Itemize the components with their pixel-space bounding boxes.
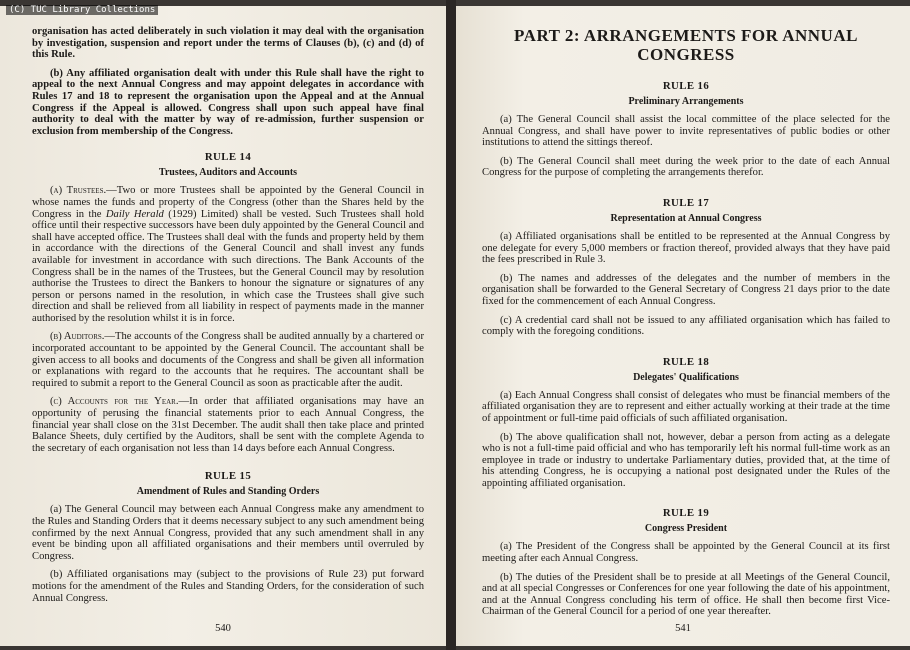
rule14-subheading: Trustees, Auditors and Accounts (158, 167, 298, 179)
right-page (456, 6, 910, 646)
book-gutter (446, 0, 456, 650)
rule14-heading: RULE 14 (204, 151, 252, 164)
rule14-a-text-2: (1929) Limited) shall be vested. Such Trustees shall hold office until their respective successors have been duly appointed by the General Council and shall have accepted office. The Trustees shall deal with the funds and property held by them in accordance with the directions of the General Council and shall invest any funds available for investment in accordance with such directions. The Bank Accounts of the Congress shall be in the names of the Trustees, but the General Council may by resolution authorise the Trustees to direct the Bankers to honour the signature or signatures of any person or persons named in the resolution, in which case the Trustees shall give such direction and shall be relieved from all liability in respect of payments made in the manner authorised by the resolution whilst it is in force. (32, 208, 424, 324)
rule19-clause-a: (a) The President of the Congress shall be appointed by the General Council at its first meeting after each Annual Congress. (482, 541, 890, 565)
rule17-clause-b: (b) The names and addresses of the delegates and the number of members in the organisation shall be forwarded to the General Secretary of Congress 21 days prior to the date fixed for the commencement of each Annual Congress. (482, 272, 890, 307)
rule16-subheading: Preliminary Arrangements (628, 96, 744, 107)
rule14-c-text: —In order that affiliated organisations may have an opportunity of perusing the financial statements prior to each Annual Congress, the financial year shall close on the 31st December. The audit shall then take place and printed Balance Sheets, duly certified by the Auditors, shall be sent with the complete Agenda to the secretary of each organisation not less than 14 days before each Annual Congress. (32, 396, 425, 454)
rule19-subheading: Congress President (644, 523, 728, 535)
rule13-continued-text: organisation has acted deliberately in such violation it may deal with the organisation by investigation, suspension and report under the terms of Clauses (b), (c) and (d) of this Rule. (32, 26, 424, 61)
left-page (0, 6, 446, 646)
rule15-clause-b: (b) Affiliated organisations may (subject to the provisions of Rule 23) put forward motions for the amendment of the Rules and Standing Orders, for the consideration of such Annual Congress. (32, 569, 424, 604)
page-number-right: 541 (675, 623, 691, 634)
rule14-clause-b (32, 331, 424, 389)
rule17-heading: RULE 17 (662, 196, 710, 209)
rule13-clause-b: (b) Any affiliated organisation dealt with under this Rule shall have the right to appeal to the next Annual Congress and may appoint delegates in accordance with Rules 17 and 18 to represent the organisation upon the Appeal and at the Annual Congress if the Appeal is allowed. Congress shall upon such appeal have final authority to deal with the matter by way of re-admission, further suspension or exclusion from membership of the Congress. (32, 67, 424, 137)
rule15-subheading: Amendment of Rules and Standing Orders (136, 486, 320, 498)
rule18-clause-a: (a) Each Annual Congress shall consist of delegates who must be financial members of the affiliated organisation they are to represent and either actually working at their trade at the time of appointment or full-time paid officials of such affiliated organisation. (482, 389, 890, 424)
rule14-c-lead: (c) Accounts for the Year. (50, 396, 179, 408)
rule14-a-lead: (a) Trustees. (50, 185, 107, 197)
rule13-continuation (32, 26, 424, 137)
rule18-subheading: Delegates' Qualifications (633, 371, 739, 383)
rule14-clause-c (32, 396, 424, 454)
rule17-clause-c: (c) A credential card shall not be issued to any affiliated organisation which has failed to comply with the foregoing conditions. (482, 314, 890, 338)
rule14-b-lead: (b) Auditors. (50, 331, 105, 343)
rule19-heading: RULE 19 (662, 507, 710, 520)
page-number-left: 540 (215, 623, 231, 634)
rule14-clause-a (32, 185, 424, 324)
rule14-a-italic: Daily Herald (105, 208, 164, 220)
rule16-clause-b: (b) The General Council shall meet during the week prior to the date of each Annual Congress for the purpose of completing the arrangements therefor. (482, 155, 890, 179)
rule19-clause-b: (b) The duties of the President shall be to preside at all Meetings of the General Council, and at all special Congresses or Conferences for one year following the date of his appointment, and at the Annual Congress concluding his term of office. He shall then become first Vice-Chairman of the General Council for a period of one year thereafter. (482, 571, 890, 618)
rule16-clause-a: (a) The General Council shall assist the local committee of the place selected for the Annual Congress, and shall have power to invite representatives of public bodies or other institutions to attend the sittings thereof. (482, 114, 890, 149)
rule15-heading: RULE 15 (204, 470, 252, 483)
rule17-clause-a: (a) Affiliated organisations shall be entitled to be represented at the Annual Congress by one delegate for every 5,000 members or fraction thereof, provided always that they have paid the fees prescribed in Rule 3. (482, 230, 890, 266)
rule18-clause-b: (b) The above qualification shall not, however, debar a person from acting as a delegate who is not a full-time paid official and who has temporarily left his normal full-time work as an employee in trade or industry to undertake Parliamentary duties, provided that, at the time of his attending Congress, he is occupying a national post designated under the Rules of the appointing affiliated organisation. (482, 431, 890, 489)
rule17-subheading: Representation at Annual Congress (610, 212, 762, 224)
rule16-heading: RULE 16 (662, 80, 710, 92)
rule14-b-text: —The accounts of the Congress shall be audited annually by a chartered or incorporated accountant to be appointed by the General Council. The accountant shall be given access to all books and documents of the Congress and shall be given all information or explanations with regard to the accounts that he requires. The accountant shall be required to submit a report to the General Council as soon as practicable after the audit. (32, 331, 424, 389)
rule18-heading: RULE 18 (662, 355, 710, 368)
part-title: PART 2: ARRANGEMENTS FOR ANNUAL CONGRESS (514, 26, 858, 64)
rule15-clause-a: (a) The General Council may between each Annual Congress make any amendment to the Rules and Standing Orders that it deems necessary subject to any such amendment being confirmed by the next Annual Congress, provided that any such amendment shall in any event be binding upon all affiliated organisations and their members until overruled by Congress. (32, 504, 424, 562)
copyright-watermark: (C) TUC Library Collections (6, 5, 158, 15)
rule14-a-text-1: —Two or more Trustees shall be appointed by the General Council in whose names the funds and property of the Congress (other than the Shares held by the Congress in the (32, 185, 425, 220)
